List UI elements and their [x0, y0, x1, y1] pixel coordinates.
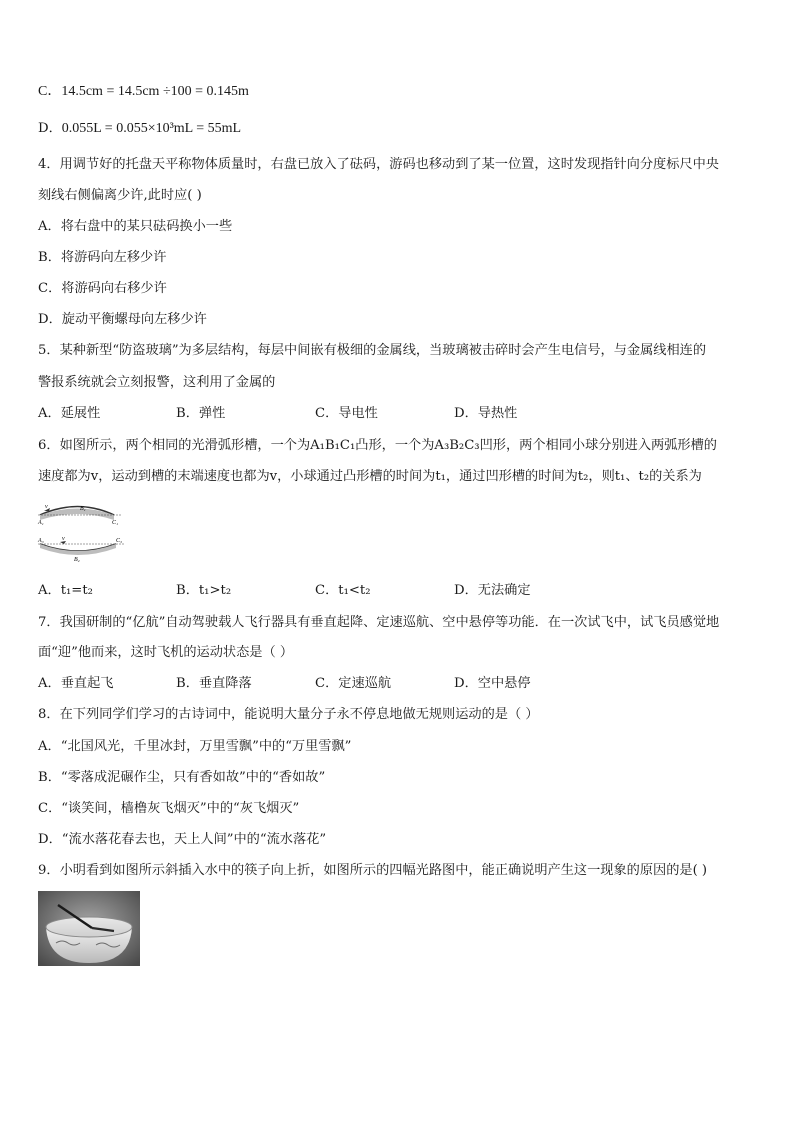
q5-option-a: A．延展性	[38, 406, 101, 421]
q5-options	[38, 405, 738, 423]
q6-option-c: C．t₁<t₂	[315, 583, 371, 598]
bottom-a-label: A₃	[38, 538, 44, 544]
q6-option-b: B．t₁>t₂	[176, 583, 232, 598]
q6-stem-line1: 6．如图所示，两个相同的光滑弧形槽，一个为A₁B₁C₁凸形，一个为A₃B₂C₃凹形，两个相同小球分别进入两弧形槽的	[38, 438, 717, 453]
q4-stem-line2: 刻线右侧偏离少许,此时应( )	[38, 188, 202, 203]
top-a-label: A₁	[38, 520, 44, 526]
q7-option-a: A．垂直起飞	[38, 676, 114, 691]
q4-option-a: A．将右盘中的某只砝码换小一些	[38, 219, 233, 234]
bottom-v-label: v	[62, 536, 65, 542]
q3-option-d-expr: 0.055L = 0.055×10³mL = 55mL	[61, 121, 242, 136]
q3-option-c: C．14.5cm = 14.5cm ÷100 = 0.145m	[38, 84, 249, 99]
q8-option-a: A．“北国风光，千里冰封，万里雪飘”中的“万里雪飘”	[38, 739, 352, 754]
q7-stem-line2: 面“迎”他而来，这时飞机的运动状态是（ ）	[38, 645, 294, 660]
q9-stem: 9．小明看到如图所示斜插入水中的筷子向上折，如图所示的四幅光路图中，能正确说明产生这一现象的原因的是( )	[38, 863, 708, 878]
q4-option-c: C．将游码向右移少许	[38, 281, 167, 296]
q6-options	[38, 582, 738, 600]
bottom-c-label: C₃	[116, 538, 123, 544]
top-v-label: v	[45, 504, 48, 510]
q5-option-b: B．弹性	[176, 406, 226, 421]
q8-option-b: B．“零落成泥碾作尘，只有香如故”中的“香如故”	[38, 770, 326, 785]
q5-stem-line2: 警报系统就会立刻报警，这利用了金属的	[38, 375, 276, 390]
q5-option-d: D．导热性	[454, 406, 518, 421]
top-c-label: C₁	[112, 520, 119, 526]
q9-bowl-photo	[38, 891, 140, 966]
q5-stem-line1: 5．某种新型“防盗玻璃”为多层结构，每层中间嵌有极细的金属线，当玻璃被击碎时会产生电信号，与金属线相连的	[38, 343, 707, 358]
q8-option-d: D．“流水落花春去也，天上人间”中的“流水落花”	[38, 832, 327, 847]
q8-stem: 8．在下列同学们学习的古诗词中，能说明大量分子永不停息地做无规则运动的是（ ）	[38, 707, 539, 722]
q3-option-d-label: D．	[38, 121, 62, 136]
q7-option-d: D．空中悬停	[454, 676, 531, 691]
q7-option-c: C．定速巡航	[315, 676, 392, 691]
q7-options	[38, 675, 738, 693]
q4-option-b: B．将游码向左移少许	[38, 250, 167, 265]
q4-option-d: D．旋动平衡螺母向左移少许	[38, 312, 207, 327]
q8-option-c: C．“谈笑间，樯橹灰飞烟灭”中的“灰飞烟灭”	[38, 801, 300, 816]
q3-option-d	[38, 120, 241, 138]
concave-groove	[38, 541, 124, 555]
q4-stem-line1: 4．用调节好的托盘天平称物体质量时，右盘已放入了砝码，游码也移动到了某一位置，这时发现指针向分度标尺中央	[38, 157, 719, 172]
bottom-b-label: B₂	[74, 557, 80, 562]
q6-option-a: A．t₁=t₂	[38, 583, 93, 598]
q5-option-c: C．导电性	[315, 406, 378, 421]
q6-option-d: D．无法确定	[454, 583, 531, 598]
top-b-label: B₁	[80, 506, 86, 512]
q6-groove-figure	[36, 500, 132, 562]
q7-stem-line1: 7．我国研制的“亿航”自动驾驶载人飞行器具有垂直起降、定速巡航、空中悬停等功能．在一次试飞中，试飞员感觉地	[38, 615, 720, 630]
q7-option-b: B．垂直降落	[176, 676, 252, 691]
q6-stem-line2: 速度都为v，运动到槽的末端速度也都为v，小球通过凸形槽的时间为t₁，通过凹形槽的时间为t₂，则t₁、t₂的关系为	[38, 469, 702, 484]
